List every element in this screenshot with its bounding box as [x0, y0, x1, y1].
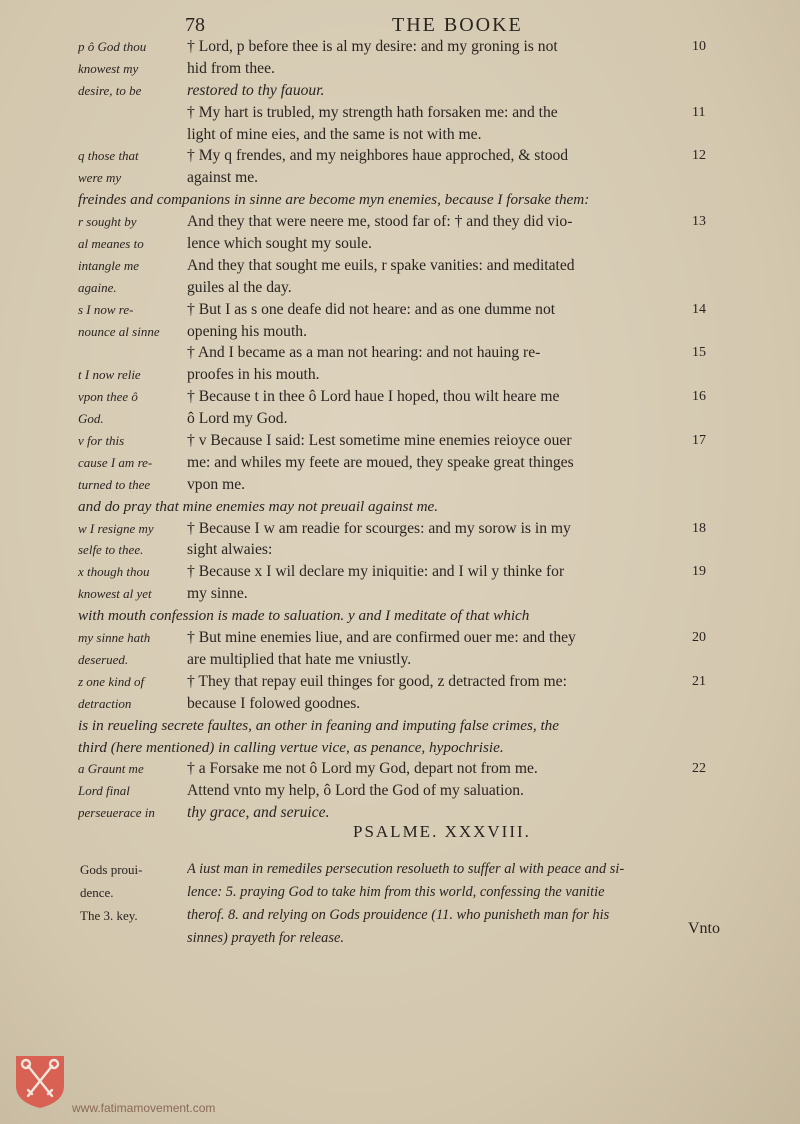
- verse-text: † But I as s one deafe did not heare: and as one dumme not: [187, 300, 556, 318]
- argument-text: therof. 8. and relying on Gods prouidence (11. who punisheth man for his: [187, 907, 610, 923]
- text-line: [0, 167, 800, 189]
- verse-text: ô Lord my God.: [187, 410, 288, 428]
- text-line: [0, 80, 800, 102]
- verse-text: † And I became as a man not hearing: and not hauing re-: [187, 344, 541, 362]
- margin-note: knowest al yet: [78, 586, 152, 602]
- text-line: [0, 561, 800, 583]
- margin-note: deserued.: [78, 651, 129, 667]
- text-line: [0, 36, 800, 58]
- margin-note: intangle me: [78, 257, 140, 273]
- argument-line: [0, 858, 800, 881]
- text-line: [0, 518, 800, 540]
- text-line: [0, 277, 800, 299]
- verse-text: against me.: [187, 169, 259, 187]
- margin-note: my sinne hath: [78, 630, 151, 646]
- argument-text: A iust man in remediles persecution resolueth to suffer al with peace and si-: [187, 861, 625, 877]
- margin-note: a Graunt me: [78, 761, 144, 777]
- text-line: [0, 671, 800, 693]
- verse-text: † They that repay euil thinges for good, z detracted from me:: [187, 672, 567, 690]
- verse-number: 11: [692, 104, 706, 120]
- gloss-continuation: with mouth confession is made to saluation. y and I meditate of that which: [78, 607, 530, 625]
- text-line: [0, 342, 800, 364]
- text-line: [0, 102, 800, 124]
- text-line: [0, 802, 800, 824]
- verse-text: sight alwaies:: [187, 541, 273, 559]
- argument-line: [0, 904, 800, 927]
- text-line: [0, 539, 800, 561]
- margin-note: perseuerace in: [78, 805, 155, 821]
- margin-note: God.: [78, 411, 104, 427]
- margin-note: nounce al sinne: [78, 323, 160, 339]
- text-line: [0, 430, 800, 452]
- margin-note: t I now relie: [78, 367, 141, 383]
- verse-text: proofes in his mouth.: [187, 366, 320, 384]
- verse-number: 10: [692, 39, 706, 54]
- gloss-continuation: third (here mentioned) in calling vertue vice, as penance, hypochrisie.: [78, 738, 504, 756]
- page-number: 78: [185, 14, 205, 36]
- verse-text: restored to thy fauour.: [187, 81, 325, 99]
- verse-text: † My q frendes, and my neighbores haue approched, & stood: [187, 147, 569, 165]
- text-line: [0, 364, 800, 386]
- text-line: [0, 255, 800, 277]
- text-line: [0, 452, 800, 474]
- text-line: [0, 649, 800, 671]
- verse-text: light of mine eies, and the same is not with me.: [187, 125, 482, 143]
- verse-text: † But mine enemies liue, and are confirmed ouer me: and they: [187, 629, 576, 647]
- margin-note: Lord final: [78, 783, 130, 799]
- catchword: Vnto: [688, 920, 720, 937]
- verse-text: And they that were neere me, stood far of: † and they did vio-: [187, 213, 573, 231]
- verse-text: † Lord, p before thee is al my desire: and my groning is not: [187, 38, 558, 55]
- verse-text: † My hart is trubled, my strength hath forsaken me: and the: [187, 103, 558, 121]
- text-line: [0, 58, 800, 80]
- text-line: [0, 496, 800, 518]
- verse-text: † Because x I wil declare my iniquitie: and I wil y thinke for: [187, 563, 565, 581]
- verse-text: lence which sought my soule.: [187, 235, 372, 253]
- margin-note: selfe to thee.: [78, 542, 144, 558]
- text-line: [0, 321, 800, 343]
- verse-text: are multiplied that hate me vniustly.: [187, 650, 412, 668]
- verse-text: And they that sought me euils, r spake vanities: and meditated: [187, 256, 575, 274]
- text-line: [0, 299, 800, 321]
- verse-text: † Because I w am readie for scourges: and my sorow is in my: [187, 519, 571, 537]
- margin-note: q those that: [78, 148, 139, 164]
- verse-number: 13: [692, 214, 706, 230]
- verse-text: † v Because I said: Lest sometime mine enemies reioyce ouer: [187, 432, 572, 450]
- margin-note: p ô God thou: [78, 39, 147, 54]
- margin-note: v for this: [78, 433, 125, 449]
- argument-margin-note: dence.: [80, 885, 114, 900]
- argument-text: sinnes) prayeth for release.: [187, 930, 344, 946]
- text-line: [0, 780, 800, 802]
- margin-note: detraction: [78, 695, 132, 711]
- verse-number: 15: [692, 345, 706, 361]
- margin-note: vpon thee ô: [78, 389, 138, 405]
- margin-note: turned to thee: [78, 476, 151, 492]
- text-line: [0, 627, 800, 649]
- argument-margin-note: Gods proui-: [80, 862, 143, 877]
- verse-text: thy grace, and seruice.: [187, 804, 330, 822]
- verse-number: 18: [692, 520, 706, 536]
- verse-number: 20: [692, 630, 706, 646]
- verse-text: me: and whiles my feete are moued, they speake great thinges: [187, 453, 574, 471]
- margin-note: r sought by: [78, 214, 137, 230]
- margin-note: desire, to be: [78, 82, 142, 98]
- argument-line: [0, 927, 800, 950]
- text-line: [0, 233, 800, 255]
- running-title: THE BOOKE: [392, 14, 523, 36]
- margin-note: knowest my: [78, 60, 139, 76]
- verse-text: because I folowed goodnes.: [187, 694, 361, 712]
- text-line: [0, 474, 800, 496]
- argument-margin-note: The 3. key.: [80, 908, 138, 923]
- verse-number: 17: [692, 433, 706, 449]
- argument-line: [0, 881, 800, 904]
- margin-note: w I resigne my: [78, 520, 154, 536]
- verse-text: Attend vnto my help, ô Lord the God of my saluation.: [187, 782, 524, 800]
- verse-number: 14: [692, 301, 706, 317]
- verse-number: 19: [692, 564, 706, 580]
- margin-note: s I now re-: [78, 301, 134, 317]
- verse-number: 12: [692, 148, 706, 164]
- gloss-continuation: freindes and companions in sinne are become myn enemies, because I forsake them:: [78, 191, 590, 209]
- gloss-continuation: is in reueling secrete faultes, an other in feaning and imputing false crimes, the: [78, 716, 560, 734]
- verse-text: vpon me.: [187, 475, 246, 493]
- margin-note: againe.: [78, 279, 117, 295]
- verse-text: my sinne.: [187, 585, 248, 603]
- text-line: [0, 386, 800, 408]
- text-line: [0, 758, 800, 780]
- verse-number: 22: [692, 761, 706, 777]
- text-line: [0, 605, 800, 627]
- verse-text: guiles al the day.: [187, 278, 292, 296]
- verse-text: † Because t in thee ô Lord haue I hoped, thou wilt heare me: [187, 388, 560, 406]
- text-line: [0, 583, 800, 605]
- website-url[interactable]: www.fatimamovement.com: [72, 1101, 216, 1115]
- verse-text: hid from thee.: [187, 59, 275, 77]
- papal-keys-emblem-icon: [12, 1052, 68, 1110]
- gloss-continuation: and do pray that mine enemies may not preuail against me.: [78, 497, 439, 515]
- verse-text: opening his mouth.: [187, 322, 307, 340]
- margin-note: z one kind of: [78, 673, 145, 689]
- text-line: [0, 715, 800, 737]
- text-line: [0, 408, 800, 430]
- margin-note: were my: [78, 170, 122, 186]
- text-line: [0, 189, 800, 211]
- psalm-text-block: [0, 36, 800, 824]
- verse-number: 16: [692, 389, 706, 405]
- margin-note: al meanes to: [78, 236, 144, 252]
- psalm-argument: [0, 858, 800, 950]
- psalm-heading: PSALME. XXXVIII.: [353, 822, 531, 841]
- verse-text: † a Forsake me not ô Lord my God, depart not from me.: [187, 760, 538, 778]
- text-line: [0, 211, 800, 233]
- margin-note: x though thou: [78, 564, 150, 580]
- text-line: [0, 145, 800, 167]
- text-line: [0, 737, 800, 759]
- text-line: [0, 693, 800, 715]
- margin-note: cause I am re-: [78, 454, 153, 470]
- argument-text: lence: 5. praying God to take him from this world, confessing the vanitie: [187, 884, 605, 900]
- verse-number: 21: [692, 673, 706, 689]
- text-line: [0, 124, 800, 146]
